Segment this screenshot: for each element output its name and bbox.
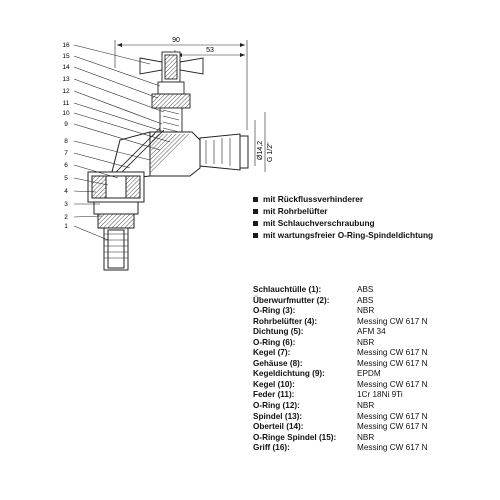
bullet-icon xyxy=(253,221,258,226)
part-material: EPDM xyxy=(357,369,381,379)
part-name: Feder (11): xyxy=(253,390,295,400)
callout-number: 5 xyxy=(64,175,68,182)
callout-number: 11 xyxy=(62,100,70,107)
valve-handle xyxy=(140,52,203,82)
callout-number: 8 xyxy=(64,138,68,145)
callout-leader-line xyxy=(74,45,150,64)
callout-number: 15 xyxy=(62,53,70,60)
callout-number: 3 xyxy=(64,201,68,208)
callout-number: 13 xyxy=(62,76,70,83)
parts-row xyxy=(253,296,428,307)
callout-number: 14 xyxy=(62,64,70,71)
part-material: Messing CW 617 N xyxy=(357,422,428,432)
parts-row xyxy=(253,369,428,380)
parts-list xyxy=(253,285,428,454)
part-name: O-Ring (12): xyxy=(253,401,300,411)
part-material: 1Cr 18Ni 9Ti xyxy=(357,390,403,400)
part-material: ABS xyxy=(357,285,374,294)
part-material: Messing CW 617 N xyxy=(357,379,428,389)
parts-row xyxy=(253,422,428,433)
part-material: NBR xyxy=(357,401,375,411)
dim-thread-size: G 1/2" xyxy=(267,142,274,162)
bullet-icon xyxy=(253,209,258,214)
feature-item xyxy=(253,217,433,229)
feature-label: mit wartungsfreier O-Ring-Spindeldichtung xyxy=(263,230,434,240)
callout-number: 10 xyxy=(62,110,70,117)
part-name: O-Ring (3): xyxy=(253,306,296,316)
part-name: Griff (16): xyxy=(253,443,290,453)
callout-number: 7 xyxy=(64,150,68,157)
part-material: NBR xyxy=(357,306,375,316)
callout-number: 9 xyxy=(64,121,68,128)
part-name: Dichtung (5): xyxy=(253,327,304,337)
feature-label: mit Rohrbelüfter xyxy=(263,206,328,216)
bullet-icon xyxy=(253,197,258,202)
feature-label: mit Rückflussverhinderer xyxy=(263,194,364,204)
callout-number: 12 xyxy=(62,88,70,95)
parts-row xyxy=(253,338,428,349)
part-material: ABS xyxy=(357,295,374,305)
parts-row xyxy=(253,317,428,328)
valve-bonnet xyxy=(152,82,190,134)
part-name: Schlauchtülle (1): xyxy=(253,285,322,294)
callout-number: 2 xyxy=(64,214,68,221)
feature-item xyxy=(253,229,433,241)
part-material: NBR xyxy=(357,432,375,442)
part-name: Rohrbelüfter (4): xyxy=(253,316,318,326)
parts-row xyxy=(253,327,428,338)
parts-row xyxy=(253,380,428,391)
part-name: Überwurfmutter (2): xyxy=(253,295,330,305)
feature-label: mit Schlauchverschraubung xyxy=(263,218,375,228)
parts-row xyxy=(253,443,428,454)
dim-thread-dia: Ø14,2 xyxy=(257,140,264,160)
part-material: Messing CW 617 N xyxy=(357,443,428,453)
hose-connector xyxy=(88,172,144,270)
part-name: O-Ringe Spindel (15): xyxy=(253,432,337,442)
parts-row xyxy=(253,390,428,401)
feature-list xyxy=(253,193,433,241)
parts-row xyxy=(253,433,428,444)
part-name: O-Ring (6): xyxy=(253,337,296,347)
bullet-icon xyxy=(253,233,258,238)
part-name: Kegel (7): xyxy=(253,348,291,358)
part-name: Oberteil (14): xyxy=(253,422,304,432)
feature-item xyxy=(253,193,433,205)
part-name: Kegeldichtung (9): xyxy=(253,369,325,379)
part-material: NBR xyxy=(357,337,375,347)
parts-row xyxy=(253,412,428,423)
part-material: Messing CW 617 N xyxy=(357,358,428,368)
callout-number: 1 xyxy=(64,223,68,230)
callout-number: 6 xyxy=(64,162,68,169)
parts-row xyxy=(253,348,428,359)
callout-number: 16 xyxy=(62,42,70,49)
part-material: AFM 34 xyxy=(357,327,386,337)
callout-leader-line xyxy=(74,113,170,142)
part-material: Messing CW 617 N xyxy=(357,348,428,358)
part-name: Spindel (13): xyxy=(253,411,303,421)
part-name: Gehäuse (8): xyxy=(253,358,303,368)
dim-total-width: 90 xyxy=(172,37,180,44)
part-material: Messing CW 617 N xyxy=(357,316,428,326)
dim-spout-length: 53 xyxy=(206,47,214,54)
parts-row xyxy=(253,285,428,296)
part-material: Messing CW 617 N xyxy=(357,411,428,421)
parts-row xyxy=(253,306,428,317)
callout-number: 4 xyxy=(64,188,68,195)
part-name: Kegel (10): xyxy=(253,379,295,389)
feature-item xyxy=(253,205,433,217)
parts-row xyxy=(253,401,428,412)
parts-row xyxy=(253,359,428,370)
